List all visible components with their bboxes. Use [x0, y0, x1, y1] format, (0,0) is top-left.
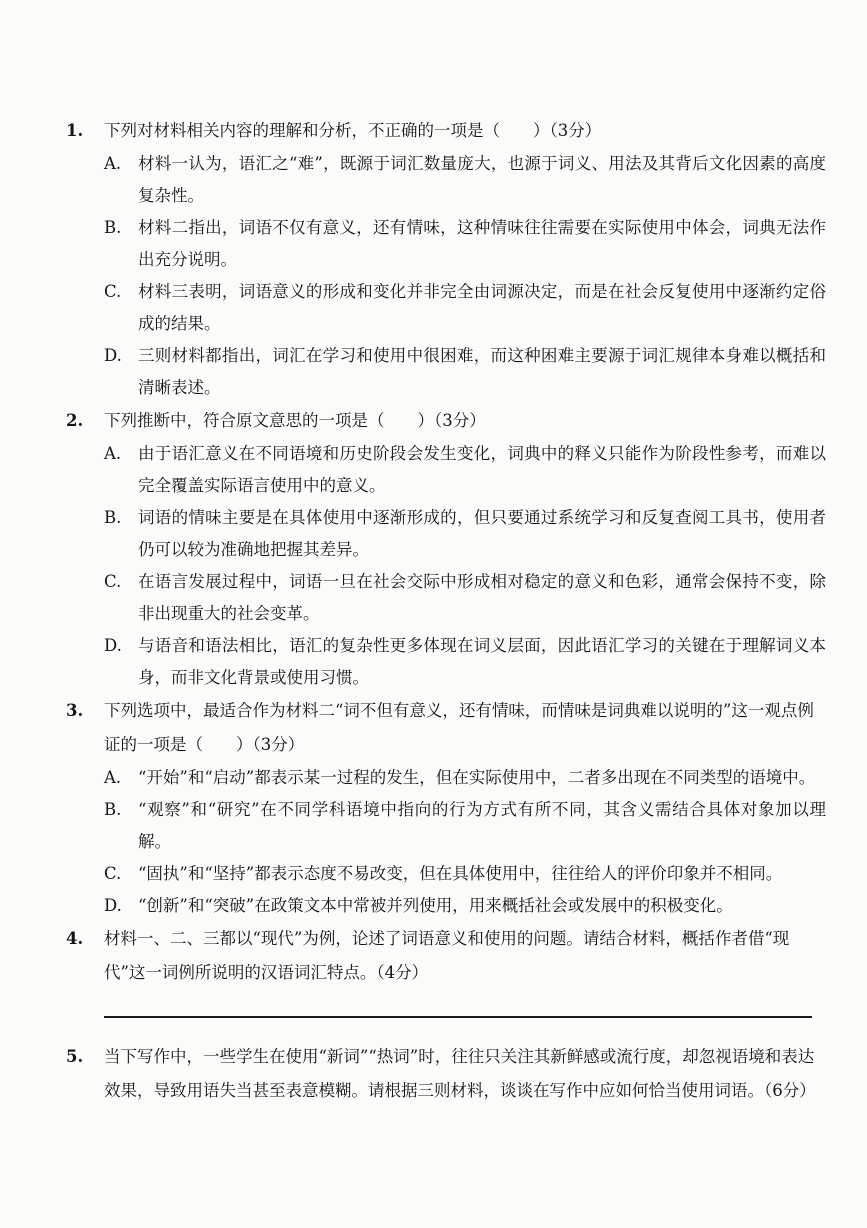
- question-number: 1.: [66, 121, 84, 140]
- option-d[interactable]: [104, 340, 826, 404]
- option-label: B.: [104, 508, 122, 527]
- option-a[interactable]: [104, 762, 826, 794]
- question-stem: [66, 922, 826, 990]
- option-text: 材料二指出，词语不仅有意义，还有情味，这种情味往往需要在实际使用中体会，词典无法作出充分说明。: [138, 218, 826, 269]
- question-stem: [66, 114, 826, 148]
- option-text: “观察”和“研究”在不同学科语境中指向的行为方式有所不同，其含义需结合具体对象加以理解。: [138, 800, 826, 851]
- option-text: 与语音和语法相比，语汇的复杂性更多体现在词义层面，因此语汇学习的关键在于理解词义本身，而非文化背景或使用习惯。: [138, 636, 826, 687]
- option-text: 在语言发展过程中，词语一旦在社会交际中形成相对稳定的意义和色彩，通常会保持不变，除非出现重大的社会变革。: [138, 572, 826, 623]
- question-2: [66, 404, 826, 694]
- option-text: “开始”和“启动”都表示某一过程的发生，但在实际使用中，二者多出现在不同类型的语境中。: [138, 768, 816, 787]
- option-label: A.: [104, 768, 122, 787]
- question-number: 2.: [66, 411, 84, 430]
- option-a[interactable]: [104, 438, 826, 502]
- question-4: [66, 922, 826, 990]
- options-list: [104, 438, 826, 694]
- option-d[interactable]: [104, 630, 826, 694]
- question-text: 下列对材料相关内容的理解和分析，不正确的一项是（ ）（3分）: [104, 121, 602, 140]
- option-text: 材料一认为，语汇之“难”，既源于词汇数量庞大，也源于词义、用法及其背后文化因素的高度复杂性。: [138, 154, 826, 205]
- option-c[interactable]: [104, 858, 826, 890]
- option-text: “固执”和“坚持”都表示态度不易改变，但在具体使用中，往往给人的评价印象并不相同。: [138, 864, 783, 883]
- option-label: A.: [104, 154, 122, 173]
- question-number: 4.: [66, 929, 84, 948]
- option-b[interactable]: [104, 794, 826, 858]
- question-3: [66, 694, 826, 922]
- option-text: 由于语汇意义在不同语境和历史阶段会发生变化，词典中的释义只能作为阶段性参考，而难以完全覆盖实际语言使用中的意义。: [138, 444, 826, 495]
- option-c[interactable]: [104, 276, 826, 340]
- option-label: C.: [104, 864, 122, 883]
- option-text: 材料三表明，词语意义的形成和变化并非完全由词源决定，而是在社会反复使用中逐渐约定俗成的结果。: [138, 282, 826, 333]
- question-5: [66, 1040, 826, 1108]
- question-text: 材料一、二、三都以“现代”为例，论述了词语意义和使用的问题。请结合材料，概括作者借“现代”这一词例所说明的汉语词汇特点。（4分）: [104, 929, 790, 982]
- option-a[interactable]: [104, 148, 826, 212]
- option-b[interactable]: [104, 212, 826, 276]
- option-label: C.: [104, 572, 122, 591]
- answer-line[interactable]: [104, 1016, 812, 1018]
- question-1: [66, 114, 826, 404]
- option-label: C.: [104, 282, 122, 301]
- question-stem: [66, 694, 826, 762]
- question-stem: [66, 404, 826, 438]
- option-text: 三则材料都指出，词汇在学习和使用中很困难，而这种困难主要源于词汇规律本身难以概括和清晰表述。: [138, 346, 826, 397]
- option-text: “创新”和“突破”在政策文本中常被并列使用，用来概括社会或发展中的积极变化。: [138, 896, 733, 915]
- question-stem: [66, 1040, 826, 1108]
- option-label: D.: [104, 346, 122, 365]
- option-label: D.: [104, 636, 122, 655]
- option-label: D.: [104, 896, 122, 915]
- option-b[interactable]: [104, 502, 826, 566]
- option-label: B.: [104, 218, 122, 237]
- question-text: 当下写作中，一些学生在使用“新词”“热词”时，往往只关注其新鲜感或流行度，却忽视语境和表达效果，导致用语失当甚至表意模糊。请根据三则材料，谈谈在写作中应如何恰当使用词语。（6分）: [104, 1047, 816, 1100]
- options-list: [104, 148, 826, 404]
- question-number: 5.: [66, 1047, 84, 1066]
- question-number: 3.: [66, 701, 84, 720]
- option-d[interactable]: [104, 890, 826, 922]
- question-text: 下列推断中，符合原文意思的一项是（ ）（3分）: [104, 411, 486, 430]
- option-c[interactable]: [104, 566, 826, 630]
- options-list: [104, 762, 826, 922]
- option-text: 词语的情味主要是在具体使用中逐渐形成的，但只要通过系统学习和反复查阅工具书，使用者仍可以较为准确地把握其差异。: [138, 508, 826, 559]
- option-label: B.: [104, 800, 122, 819]
- option-label: A.: [104, 444, 122, 463]
- question-text: 下列选项中，最适合作为材料二“词不但有意义，还有情味，而情味是词典难以说明的”这一观点例证的一项是（ ）（3分）: [104, 701, 814, 754]
